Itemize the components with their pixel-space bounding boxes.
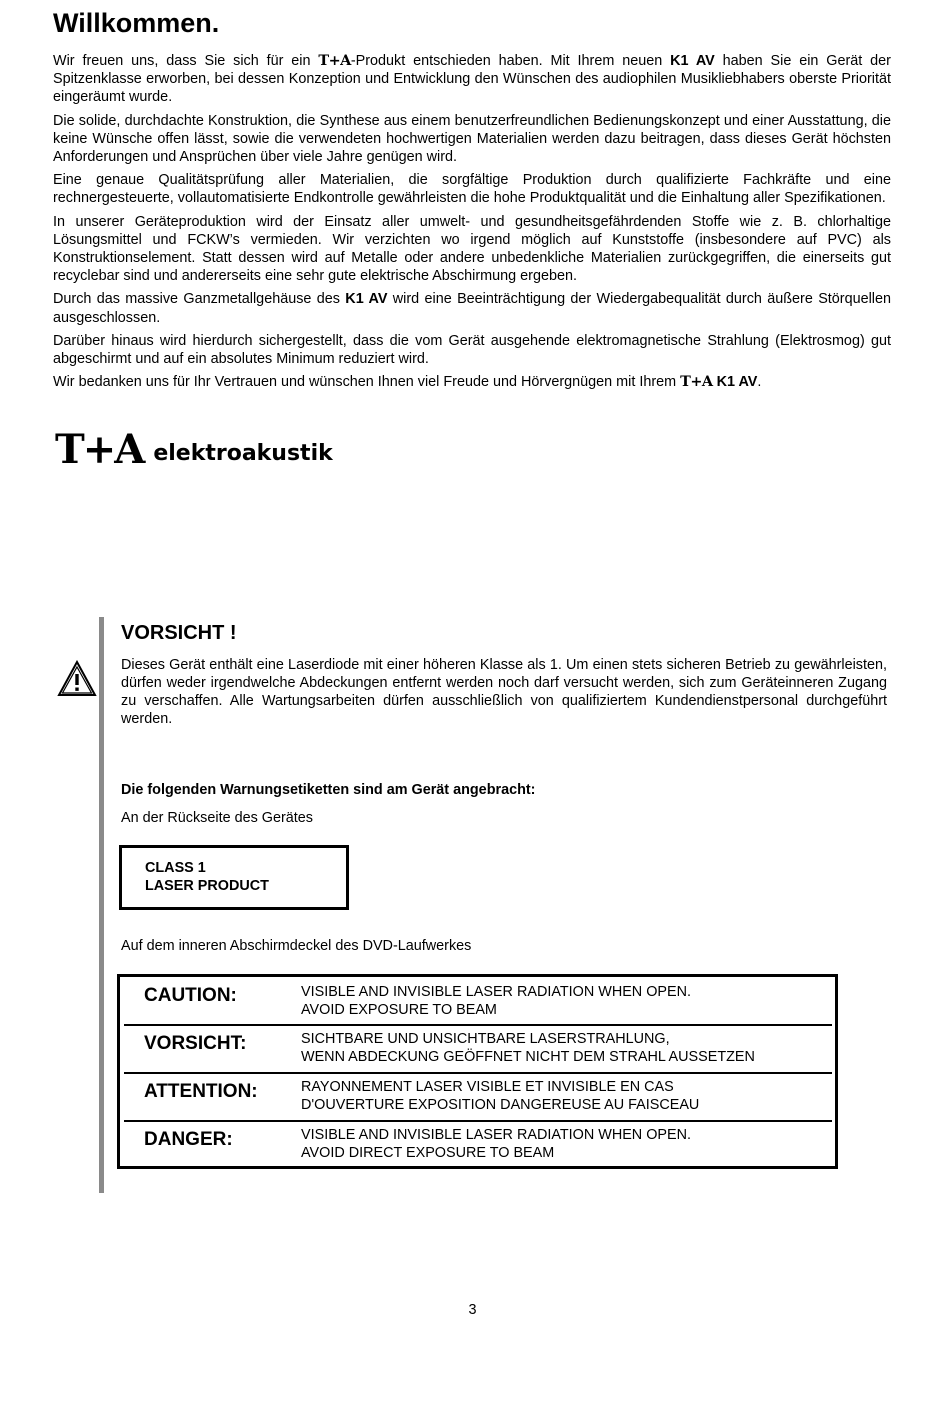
logo-wordmark: elektroakustik [153,440,333,466]
logo-mark: T+A [55,426,144,473]
model-name: K1 AV [345,291,388,308]
intro-paragraph-7 [53,373,891,391]
brand-logo [55,425,333,475]
intro-text [53,52,891,396]
brand-name: T+A [318,52,351,69]
intro-p1-start: Wir freuen uns, dass Sie sich für ein [53,53,319,69]
intro-p1-end: haben Sie ein Gerät der Spitzenklasse erworben, bei dessen Konzeption und Entwicklung den Wünschen des audiophilen Musikliebhabers oberste Priorität eingeräumt wurde. [53,53,891,106]
caution-row [124,977,832,1026]
intro-paragraph-2: Die solide, durchdachte Konstruktion, die Synthese aus einem benutzerfreundlichen Bedienungskonzept und einer Ausstattung, die keine Wünsche offen lässt, sowie die verwendeten hochwertigen Materialien werden dazu beitragen, dass dieses Gerät höchsten Anforderungen und Ansprüchen über viele Jahre genügen wird. [53,112,891,166]
caution-line: SICHTBARE UND UNSICHTBARE LASERSTRAHLUNG, [301,1031,670,1047]
caution-line: RAYONNEMENT LASER VISIBLE ET INVISIBLE EN CAS [301,1079,674,1095]
caution-line: VISIBLE AND INVISIBLE LASER RADIATION WHEN OPEN. [301,984,691,1000]
labels-heading: Die folgenden Warnungsetiketten sind am Gerät angebracht: [121,782,536,798]
intro-paragraph-3: Eine genaue Qualitätsprüfung aller Materialien, die sorgfältige Produktion durch qualifizierte Fachkräfte und eine rechnergesteuerte, vollautomatisierte Endkontrolle gewährleisten die hohe Produktqualität und die Einhaltung aller Spezifikationen. [53,172,891,207]
caution-key: VORSICHT: [144,1033,247,1054]
intro-paragraph-1 [53,52,891,107]
class-label-line: CLASS 1 [145,860,206,876]
caution-key: ATTENTION: [144,1081,258,1102]
inner-label-caption: Auf dem inneren Abschirmdeckel des DVD-Laufwerkes [121,938,472,954]
intro-p7-end: . [757,374,762,391]
caution-row [124,1073,832,1122]
class-label-line: LASER PRODUCT [145,878,269,894]
model-name: K1 AV [670,53,715,69]
caution-row [124,1121,832,1168]
class-1-laser-label [119,845,349,910]
page-title: Willkommen. [53,8,220,38]
rear-label-caption: An der Rückseite des Gerätes [121,810,313,826]
intro-p5-start: Durch das massive Ganzmetallgehäuse des [53,291,346,308]
caution-line: AVOID EXPOSURE TO BEAM [301,1002,497,1018]
model-name: K1 AV [716,374,758,391]
intro-paragraph-5 [53,290,891,326]
intro-p1-mid: -Produkt entschieden haben. Mit Ihrem neuen [350,53,671,69]
caution-key: CAUTION: [144,985,237,1006]
brand-name: T+A [680,373,713,391]
warning-side-bar [99,617,104,1193]
intro-p7-start: Wir bedanken uns für Ihr Vertrauen und wünschen Ihnen viel Freude und Hörvergnügen mit Ihrem [53,374,681,391]
caution-line: WENN ABDECKUNG GEÖFFNET NICHT DEM STRAHL AUSSETZEN [301,1049,755,1065]
page-number: 3 [468,1302,477,1318]
caution-line: VISIBLE AND INVISIBLE LASER RADIATION WHEN OPEN. [301,1127,691,1143]
caution-row [124,1025,832,1074]
laser-caution-label [117,974,838,1169]
warning-heading: VORSICHT ! [121,622,237,644]
intro-paragraph-6: Darüber hinaus wird hierdurch sichergestellt, dass die vom Gerät ausgehende elektromagnetische Strahlung (Elektrosmog) gut abgeschirmt und auf ein absolutes Minimum reduziert wird. [53,332,891,368]
intro-p5-end: wird eine Beeinträchtigung der Wiedergabequalität durch äußere Störquellen ausgeschlossen. [53,291,891,326]
warning-text: Dieses Gerät enthält eine Laserdiode mit einer höheren Klasse als 1. Um einen stets sicheren Betrieb zu gewährleisten, dürfen weder irgendwelche Abdeckungen entfernt werden noch darf versucht werden, sich zum Geräteinneren Zugang zu verschaffen. Alle Wartungsarbeiten dürfen ausschließlich von qualifiziertem Kundendienstpersonal durchgeführt werden. [121,657,887,727]
warning-triangle-icon [57,660,97,697]
caution-key: DANGER: [144,1129,233,1150]
intro-paragraph-4: In unserer Geräteproduktion wird der Einsatz aller umwelt- und gesundheitsgefährdenden Stoffe wie z. B. chlorhaltige Lösungsmittel und FCKW’s vermieden. Wir verzichten wo irgend möglich auf Kunststoffe (insbesondere auf PVC) als Konstruktionselement. Statt dessen wird auf Metalle oder andere unbedenkliche Materialien zurückgegriffen, die einerseits gut recyclebar sind und andererseits eine sehr gute elektrische Abschirmung ergeben. [53,213,891,285]
caution-line: AVOID DIRECT EXPOSURE TO BEAM [301,1145,555,1161]
caution-line: D'OUVERTURE EXPOSITION DANGEREUSE AU FAISCEAU [301,1097,700,1113]
